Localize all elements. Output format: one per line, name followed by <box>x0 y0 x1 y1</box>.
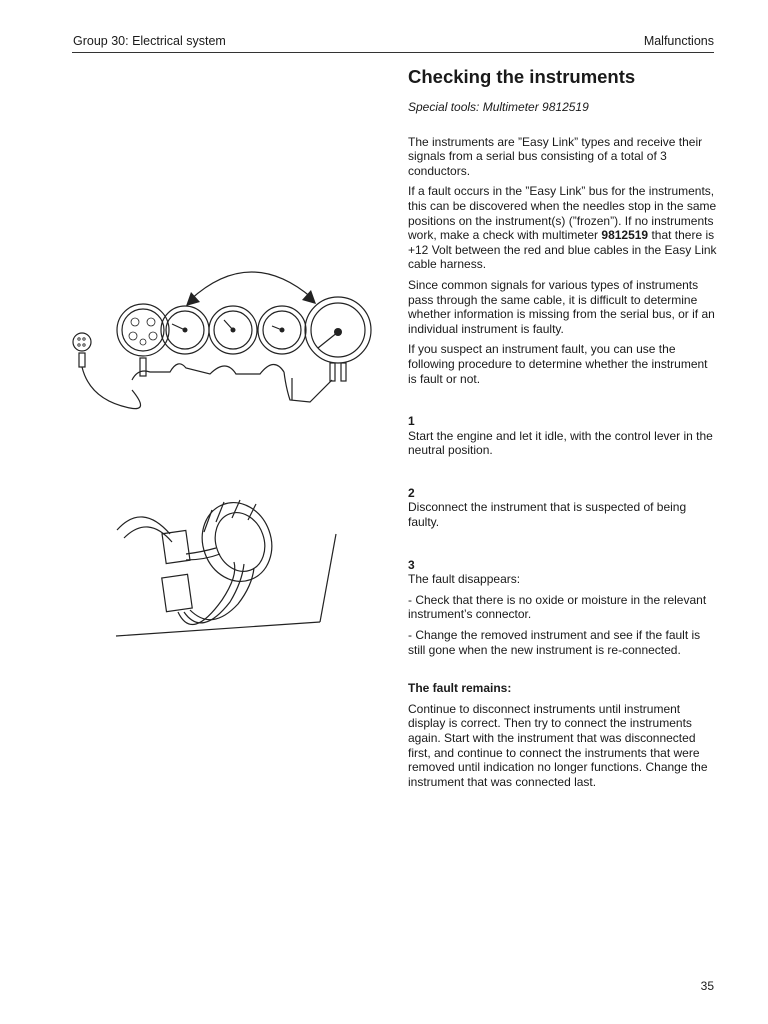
step-3-item: - Change the removed instrument and see if the fault is still gone when the new instrument is re-connected. <box>408 628 701 657</box>
header-divider <box>72 52 714 53</box>
multimeter-number: 9812519 <box>601 228 649 243</box>
fault-detection-text-a: If a fault occurs in the ”Easy Link” bus for the instruments, this can be discovered when the needles stop in the same positions on the instrument(s) (”frozen”). If no instruments work, make a check with multimeter <box>408 184 717 243</box>
page-number: 35 <box>700 979 714 993</box>
fault-detection-paragraph <box>408 184 718 272</box>
intro-paragraph: The instruments are ”Easy Link” types and receive their signals from a serial bus consisting of a total of 3 conductors. <box>408 134 703 178</box>
header-group-title: Group 30: Electrical system <box>73 34 226 48</box>
main-text-column <box>408 66 718 795</box>
step-3-item: - Check that there is no oxide or moisture in the relevant instrument’s connector. <box>408 592 707 622</box>
procedure-intro-paragraph: If you suspect an instrument fault, you can use the following procedure to determine whether the instrument is fault or not. <box>408 342 708 386</box>
step-2-number: 2 <box>408 485 415 500</box>
step-3-number: 3 <box>408 557 415 572</box>
step-2-text: Disconnect the instrument that is suspected of being faulty. <box>408 500 687 530</box>
step-1-text: Start the engine and let it idle, with the control lever in the neutral position. <box>408 428 713 458</box>
page-title: Checking the instruments <box>408 66 636 87</box>
instrument-chain-illustration <box>60 250 380 430</box>
fault-detection-text-b: that there is +12 Volt between the red and blue cables in the Easy Link cable harness. <box>408 228 717 272</box>
special-tools-note: Special tools: Multimeter 9812519 <box>408 100 589 114</box>
fault-remains-text: Continue to disconnect instruments until instrument display is correct. Then try to connect the instruments again. Start with the instrument that was disconnected first, and continue to connect the instruments that were removed until indication no longer functions. Change the instrument that was connected last. <box>408 701 708 789</box>
fault-remains-heading: The fault remains: <box>408 681 512 696</box>
step-1-number: 1 <box>408 414 415 429</box>
header-section-name: Malfunctions <box>643 34 714 48</box>
step-3-text: The fault disappears: <box>408 572 521 587</box>
common-signals-paragraph: Since common signals for various types of instruments pass through the same cable, it is difficult to determine whether information is missing from the serial bus, or if an individual instrument is faulty. <box>408 277 715 336</box>
connector-closeup-illustration <box>112 492 342 642</box>
